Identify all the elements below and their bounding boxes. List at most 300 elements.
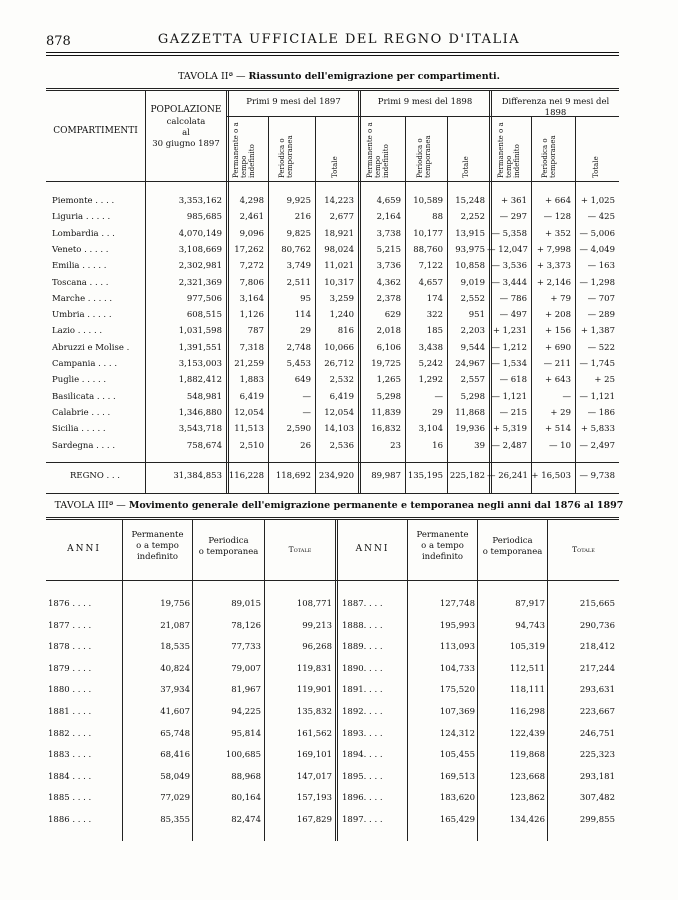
value-cell: 5,215 [376, 244, 401, 255]
value-cell: 293,181 [579, 771, 615, 782]
year-label: 1890. . . . [342, 663, 383, 674]
value-cell: 290,736 [579, 620, 615, 631]
value-cell: 7,806 [239, 277, 264, 288]
value-cell: 16 [432, 440, 443, 451]
year-label: 1881 . . . . [48, 707, 92, 717]
value-cell: 2,511 [286, 277, 311, 288]
value-cell: 10,177 [413, 228, 443, 239]
value-cell: — 618 [499, 375, 527, 386]
value-cell: — 1,298 [579, 277, 615, 288]
region-name: Lombardia . . . [52, 228, 115, 239]
header-permanente: Permanente o a tempo indefinito [232, 122, 256, 178]
page-number: 878 [46, 34, 71, 49]
value-cell: 157,193 [296, 793, 332, 804]
value-cell: 10,858 [455, 261, 485, 272]
table-row [46, 685, 619, 707]
value-cell: 185 [426, 326, 443, 337]
value-cell: + 5,833 [580, 424, 615, 435]
value-cell: 246,751 [579, 728, 615, 739]
value-cell: 7,272 [239, 261, 264, 272]
region-name: Umbria . . . . . [52, 310, 112, 321]
value-cell: + 156 [544, 326, 571, 337]
value-cell: 4,657 [418, 277, 443, 288]
table-row [46, 815, 619, 837]
value-cell: 135,195 [407, 471, 443, 481]
year-label: 1885 . . . . [48, 793, 92, 804]
table-row [46, 621, 619, 643]
value-cell: — 1,534 [491, 359, 527, 369]
population-cell: 1,346,880 [178, 407, 222, 418]
value-cell: + 79 [550, 293, 571, 304]
value-cell: 951 [468, 310, 485, 321]
value-cell: 2,164 [376, 212, 401, 223]
value-cell: — 10 [548, 440, 571, 451]
population-cell: 2,321,369 [178, 277, 222, 288]
value-cell: 3,438 [418, 342, 443, 353]
value-cell: 16,832 [371, 424, 401, 435]
value-cell: + 25 [594, 375, 615, 386]
region-name: Calabrie . . . . [52, 407, 111, 418]
value-cell: 2,557 [460, 375, 485, 386]
value-cell: 10,589 [413, 196, 443, 206]
header-permanente: Permanente o a tempo indefinito [497, 122, 521, 178]
value-cell: 18,921 [324, 228, 354, 239]
region-name: Liguria . . . . . [52, 212, 111, 223]
header-totale: Totale [331, 156, 339, 178]
year-label: 1878 . . . . [48, 642, 92, 653]
value-cell: 119,868 [509, 750, 545, 761]
value-cell: + 7,998 [536, 244, 571, 255]
year-label: 1887. . . . [342, 599, 383, 609]
region-name: Veneto . . . . . [52, 244, 109, 255]
header-permanente: Permanente o a tempo indefinito [366, 122, 390, 178]
value-cell: 629 [384, 310, 401, 321]
value-cell: 114 [294, 310, 311, 321]
value-cell: 12,054 [234, 407, 264, 418]
value-cell: — 5,006 [579, 228, 615, 239]
header-compartimenti: COMPARTIMENTI [53, 126, 138, 136]
value-cell: 2,590 [286, 424, 311, 435]
year-label: 1879 . . . . [48, 663, 92, 674]
table-row [46, 729, 619, 751]
value-cell: 96,268 [302, 642, 332, 653]
value-cell: 217,244 [579, 663, 615, 674]
value-cell: — 522 [587, 342, 615, 353]
value-cell: 127,748 [439, 599, 475, 609]
value-cell: 3,736 [376, 261, 401, 272]
value-cell: 12,054 [324, 407, 354, 418]
value-cell: 11,021 [324, 261, 354, 272]
header-group-1898: Primi 9 mesi del 1898 [377, 97, 473, 107]
value-cell: 5,242 [418, 359, 443, 369]
value-cell: 89,987 [371, 471, 401, 481]
value-cell: 6,419 [329, 391, 354, 402]
value-cell: 94,225 [231, 707, 261, 717]
value-cell: 21,087 [160, 620, 190, 631]
value-cell: 183,620 [439, 793, 475, 804]
value-cell: + 352 [544, 228, 571, 239]
table-row [46, 392, 619, 408]
value-cell: 99,213 [302, 620, 332, 631]
region-name: Lazio . . . . . [52, 326, 103, 337]
value-cell: — 211 [543, 359, 571, 369]
value-cell: 98,024 [324, 244, 354, 255]
table-row [46, 245, 619, 261]
population-cell: 758,674 [186, 440, 222, 451]
value-cell: 19,756 [160, 599, 190, 609]
population-cell: 3,108,669 [178, 244, 222, 255]
value-cell: 5,298 [376, 391, 401, 402]
table-row [46, 359, 619, 375]
year-label: 1884 . . . . [48, 771, 92, 782]
value-cell: — 9,738 [579, 471, 615, 481]
value-cell: 2,203 [460, 326, 485, 337]
value-cell: — 12,047 [487, 244, 528, 255]
value-cell: 122,439 [509, 728, 545, 739]
region-name: Abruzzi e Molise . [52, 342, 130, 353]
value-cell: 5,298 [460, 391, 485, 402]
value-cell: 649 [294, 375, 311, 386]
value-cell: + 1,231 [492, 326, 527, 337]
table-row [46, 196, 619, 212]
value-cell: 161,562 [296, 728, 332, 739]
value-cell: 116,228 [228, 471, 264, 481]
value-cell: 118,111 [509, 685, 545, 696]
table-row [46, 229, 619, 245]
table2-title [0, 71, 678, 82]
value-cell: + 3,373 [536, 261, 571, 272]
value-cell: 4,659 [376, 196, 401, 206]
value-cell: + 690 [544, 342, 571, 353]
value-cell: 29 [300, 326, 311, 337]
value-cell: 4,362 [376, 277, 401, 288]
value-cell: 2,532 [329, 375, 354, 386]
value-cell: 2,461 [239, 212, 264, 223]
value-cell: — [302, 407, 311, 418]
header-group-1897: Primi 9 mesi del 1897 [246, 97, 341, 107]
value-cell: 1,292 [418, 375, 443, 386]
table-row [46, 375, 619, 391]
table3-title-prefix: TAVOLA IIIª — [54, 500, 126, 511]
header-periodica: Periodica o temporanea [198, 536, 259, 557]
value-cell: 118,692 [275, 471, 311, 481]
population-cell: 3,543,718 [178, 424, 222, 435]
value-cell: 2,018 [376, 326, 401, 337]
value-cell: 174 [426, 293, 443, 304]
value-cell: 80,762 [281, 244, 311, 255]
value-cell: 123,668 [509, 771, 545, 782]
value-cell: — 786 [499, 293, 527, 304]
value-cell: 234,920 [318, 471, 354, 481]
value-cell: 3,738 [376, 228, 401, 239]
value-cell: 787 [247, 326, 264, 337]
value-cell: — 26,241 [487, 471, 528, 481]
value-cell: 134,426 [509, 815, 545, 825]
year-label: 1876 . . . . [48, 599, 92, 609]
value-cell: + 664 [544, 196, 571, 206]
value-cell: 87,917 [515, 599, 545, 609]
value-cell: 105,319 [509, 642, 545, 653]
table-row [46, 310, 619, 326]
value-cell: 93,975 [455, 244, 485, 255]
value-cell: — 186 [587, 407, 615, 418]
value-cell: 11,513 [234, 424, 264, 435]
value-cell: 299,855 [579, 815, 615, 825]
value-cell: 119,831 [296, 663, 332, 674]
value-cell: — [562, 391, 571, 402]
region-name: Toscana . . . . [52, 277, 109, 288]
value-cell: 40,824 [160, 663, 190, 674]
value-cell: — 2,487 [491, 440, 527, 451]
year-label: 1889. . . . [342, 642, 383, 653]
region-name: Emilia . . . . . [52, 261, 107, 272]
value-cell: 6,419 [239, 391, 264, 402]
year-label: 1880 . . . . [48, 685, 92, 696]
value-cell: 15,248 [455, 196, 485, 206]
region-name: REGNO . . . [70, 471, 121, 481]
value-cell: 3,259 [329, 293, 354, 304]
year-label: 1895. . . . [342, 771, 383, 782]
table2-title-prefix: TAVOLA IIª — [178, 71, 246, 82]
population-cell: 31,384,853 [173, 471, 222, 481]
population-cell: 608,515 [186, 310, 222, 321]
value-cell: 81,967 [231, 685, 261, 696]
value-cell: 175,520 [439, 685, 475, 696]
value-cell: — 1,121 [579, 391, 615, 402]
value-cell: 119,901 [296, 685, 332, 696]
value-cell: 4,298 [239, 196, 264, 206]
divider [46, 52, 619, 53]
value-cell: 165,429 [439, 815, 475, 825]
value-cell: 13,915 [455, 228, 485, 239]
value-cell: — 2,497 [579, 440, 615, 451]
table2-title-rest: Riassunto dell'emigrazione per compartimenti. [248, 71, 500, 82]
value-cell: 307,482 [579, 793, 615, 804]
value-cell: 2,677 [329, 212, 354, 223]
header-popolazione: POPOLAZIONE [150, 105, 222, 115]
value-cell: 39 [474, 440, 485, 451]
value-cell: 105,455 [439, 750, 475, 761]
table-row [46, 599, 619, 621]
value-cell: 124,312 [439, 728, 475, 739]
value-cell: 322 [426, 310, 443, 321]
value-cell: + 16,503 [531, 471, 571, 481]
header-periodica: Periodica o temporanea [416, 135, 432, 178]
value-cell: 26,712 [324, 359, 354, 369]
header-permanente: Permanente o a tempo indefinito [416, 530, 469, 562]
value-cell: 167,829 [296, 815, 332, 825]
population-cell: 977,506 [186, 293, 222, 304]
value-cell: 9,019 [460, 277, 485, 288]
value-cell: + 208 [544, 310, 571, 321]
header-totale: Totale [462, 156, 470, 178]
value-cell: 23 [390, 440, 401, 451]
header-popolazione-sub: calcolata al 30 giugno 1897 [152, 117, 220, 149]
value-cell: 1,240 [329, 310, 354, 321]
value-cell: + 5,319 [492, 424, 527, 435]
total-row [46, 471, 619, 487]
value-cell: + 2,146 [536, 277, 571, 288]
region-name: Piemonte . . . . [52, 196, 115, 206]
value-cell: 216 [294, 212, 311, 223]
header-permanente: Permanente o a tempo indefinito [131, 530, 184, 562]
value-cell: — 128 [543, 212, 571, 223]
value-cell: 113,093 [439, 642, 475, 653]
value-cell: 58,049 [160, 771, 190, 782]
population-cell: 985,685 [186, 212, 222, 223]
value-cell: 88 [432, 212, 443, 223]
header-periodica: Periodica o temporanea [278, 135, 294, 178]
value-cell: 1,265 [376, 375, 401, 386]
value-cell: 11,839 [371, 407, 401, 418]
value-cell: 18,535 [160, 642, 190, 653]
value-cell: 195,993 [439, 620, 475, 631]
value-cell: 104,733 [439, 663, 475, 674]
value-cell: 9,096 [239, 228, 264, 239]
value-cell: 6,106 [376, 342, 401, 353]
value-cell: 88,968 [231, 771, 261, 782]
header-anni: ANNI [67, 544, 101, 554]
value-cell: 816 [337, 326, 354, 337]
divider [46, 55, 619, 56]
value-cell: + 1,025 [580, 196, 615, 206]
value-cell: — 1,745 [579, 359, 615, 369]
value-cell: 65,748 [160, 728, 190, 739]
value-cell: 10,066 [324, 342, 354, 353]
value-cell: 2,510 [239, 440, 264, 451]
value-cell: 95 [300, 293, 311, 304]
year-label: 1896. . . . [342, 793, 383, 804]
region-name: Marche . . . . . [52, 293, 113, 304]
table-row [46, 408, 619, 424]
table-row [46, 772, 619, 794]
value-cell: — 5,358 [491, 228, 527, 239]
value-cell: 2,748 [286, 342, 311, 353]
value-cell: 218,412 [579, 642, 615, 653]
value-cell: 3,749 [286, 261, 311, 272]
value-cell: 116,298 [509, 707, 545, 717]
value-cell: — 3,444 [491, 277, 527, 288]
value-cell: 225,323 [579, 750, 615, 761]
value-cell: 3,104 [418, 424, 443, 435]
value-cell: 77,029 [160, 793, 190, 804]
value-cell: 9,825 [286, 228, 311, 239]
value-cell: — 707 [587, 293, 615, 304]
year-label: 1883 . . . . [48, 750, 92, 761]
value-cell: — [434, 391, 443, 402]
value-cell: 223,667 [579, 707, 615, 717]
year-label: 1888. . . . [342, 620, 383, 631]
value-cell: — 215 [499, 407, 527, 418]
value-cell: 41,607 [160, 707, 190, 717]
year-label: 1892. . . . [342, 707, 383, 717]
value-cell: 225,182 [449, 471, 485, 481]
region-name: Basilicata . . . . [52, 391, 116, 402]
table-row [46, 793, 619, 815]
table-row [46, 326, 619, 342]
value-cell: 1,126 [239, 310, 264, 321]
value-cell: 147,017 [296, 771, 332, 782]
value-cell: 215,665 [579, 599, 615, 609]
value-cell: 21,259 [234, 359, 264, 369]
value-cell: 26 [300, 440, 311, 451]
value-cell: 7,318 [239, 342, 264, 353]
value-cell: 1,883 [239, 375, 264, 386]
value-cell: — 289 [587, 310, 615, 321]
value-cell: — 425 [587, 212, 615, 223]
value-cell: 88,760 [413, 244, 443, 255]
value-cell: 11,868 [455, 407, 485, 418]
value-cell: — 163 [587, 261, 615, 272]
year-label: 1897. . . . [342, 815, 383, 825]
value-cell: + 643 [544, 375, 571, 386]
value-cell: — 297 [499, 212, 527, 223]
header-totale: Totale [592, 156, 600, 178]
value-cell: — 497 [499, 310, 527, 321]
value-cell: + 514 [544, 424, 571, 435]
population-cell: 1,031,598 [178, 326, 222, 337]
value-cell: 107,369 [439, 707, 475, 717]
value-cell: 7,122 [418, 261, 443, 272]
value-cell: + 29 [550, 407, 571, 418]
value-cell: 169,101 [296, 750, 332, 761]
table3-title-rest: Movimento generale dell'emigrazione permanente e temporanea negli anni dal 1876 al 1897 [128, 500, 624, 511]
table-row [46, 343, 619, 359]
value-cell: 293,631 [579, 685, 615, 696]
value-cell: 112,511 [509, 663, 545, 674]
value-cell: 78,126 [231, 620, 261, 631]
value-cell: 79,007 [231, 663, 261, 674]
year-label: 1893. . . . [342, 728, 383, 739]
header-totale: Totale [572, 545, 595, 554]
header-totale: Totale [288, 545, 312, 554]
header-anni: ANNI [355, 544, 390, 554]
value-cell: 95,814 [231, 728, 261, 739]
table-row [46, 642, 619, 664]
table-row [46, 664, 619, 686]
value-cell: 2,552 [460, 293, 485, 304]
value-cell: — 1,121 [491, 391, 527, 402]
value-cell: 9,544 [460, 342, 485, 353]
population-cell: 548,981 [186, 391, 222, 402]
table-row [46, 424, 619, 440]
region-name: Sicilia . . . . . [52, 424, 106, 435]
region-name: Sardegna . . . . [52, 440, 116, 451]
population-cell: 2,302,981 [178, 261, 222, 272]
year-label: 1894. . . . [342, 750, 383, 761]
value-cell: 108,771 [296, 599, 332, 609]
year-label: 1891. . . . [342, 685, 383, 696]
value-cell: 10,317 [324, 277, 354, 288]
population-cell: 3,153,003 [178, 359, 222, 369]
value-cell: 19,936 [455, 424, 485, 435]
value-cell: + 361 [500, 196, 527, 206]
table-row [46, 261, 619, 277]
population-cell: 1,391,551 [178, 342, 222, 353]
population-cell: 3,353,162 [178, 196, 222, 206]
year-label: 1886 . . . . [48, 815, 92, 825]
value-cell: 135,832 [296, 707, 332, 717]
value-cell: 17,262 [234, 244, 264, 255]
value-cell: 14,103 [324, 424, 354, 435]
year-label: 1882 . . . . [48, 728, 92, 739]
value-cell: 82,474 [231, 815, 261, 825]
value-cell: 2,378 [376, 293, 401, 304]
page-title: GAZZETTA UFFICIALE DEL REGNO D'ITALIA [157, 32, 521, 47]
value-cell: — 4,049 [579, 244, 615, 255]
value-cell: 24,967 [455, 359, 485, 369]
header-periodica: Periodica o temporanea [541, 135, 557, 178]
